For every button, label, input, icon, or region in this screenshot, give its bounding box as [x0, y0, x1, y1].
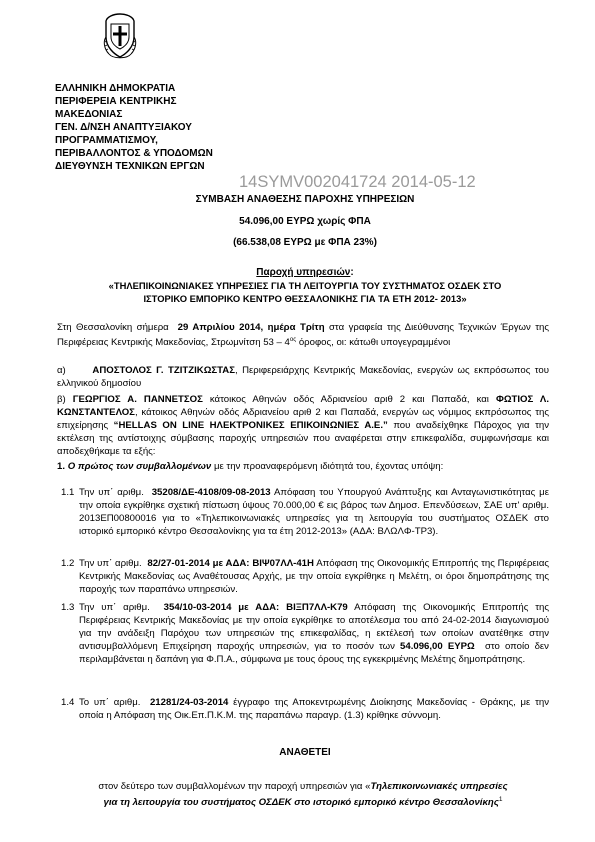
- item-pre: Την υπ΄ αριθμ.: [79, 487, 144, 498]
- item-number: 1.1: [61, 487, 75, 498]
- item-number: 1.2: [61, 558, 75, 569]
- final-service-1: Τηλεπικοινωνιακές υπηρεσίες: [370, 781, 508, 792]
- party-b-address-1: κάτοικος Αθηνών οδός Αδριανείου αριθ 2 και Παπαδά, και: [209, 394, 489, 405]
- party-a-name: ΑΠΟΣΤΟΛΟΣ Γ. ΤΖΙΤΖΙΚΩΣΤΑΣ: [92, 365, 235, 376]
- item-rest: Απόφαση της Οικονομικής Επιτροπής της Περιφέρειας Κεντρικής Μακεδονίας ως Αναθέτουσας Αρχής, με την οποία εγκρίθηκε η Μελέτη, οι όροι δημοπράτησης της παροχής των παραπάνω υπηρεσιών.: [79, 558, 549, 596]
- header-line: ΠΕΡΙΒΑΛΛΟΝΤΟΣ & ΥΠΟΔΟΜΩΝ: [55, 148, 213, 159]
- item-pre: Την υπ΄ αριθμ.: [79, 602, 150, 613]
- subject-colon: :: [350, 267, 354, 278]
- contract-date: 29 Απριλίου 2014, ημέρα Τρίτη: [177, 322, 325, 333]
- final-pre: στον δεύτερο των συμβαλλομένων την παροχή υπηρεσιών για «: [98, 781, 371, 792]
- item-rest: Απόφαση της Οικονομικής Επιτροπής της Περιφέρειας Κεντρικής Μακεδονίας με την οποία εγκρίθηκε το αποτέλεσμα του από 24-02-2014 διαγωνισμού για την ανάδειξη Παρόχου των υπηρεσιών της επικεφαλίδας, η εκτέλεσή των οποίων ανατέθηκε στην αντισυμβαλλόμενη Επιχείρηση παροχής υπηρεσιών, για το ποσόν των: [79, 602, 549, 653]
- item-text: [79, 486, 549, 538]
- point-1-party: Ο πρώτος των συμβαλλομένων: [67, 461, 212, 472]
- item-rest: έγγραφο της Αποκεντρωμένης Διοίκησης Μακεδονίας - Θράκης, με την οποία η Απόφαση της Οικ.Επ.Π.Κ.Μ. της παραπάνω παραγρ. (1.3) κρίθηκε σύννομη.: [79, 697, 550, 722]
- item-tail: στο οποίο δεν περιλαμβάνεται η δαπάνη για Φ.Π.Α., σύμφωνα με τους όρους της εγκεκριμένης Μελέτης δημοπράτησης.: [79, 641, 549, 666]
- party-b-address-2: , κάτοικος Αθηνών οδός Αδριανείου αριθ 2 και Παπαδά, ενεργών ως νόμιμος εκπρόσωπος της επιχείρησης: [57, 407, 549, 432]
- final-paragraph: [57, 780, 549, 809]
- floor-superscript: ος: [289, 337, 297, 344]
- final-service-2: για τη λειτουργία του συστήματος ΟΣΔΕΚ στο ιστορικό εμπορικό κέντρο Θεσσαλονίκης: [103, 797, 499, 809]
- issuer-header: [55, 82, 305, 173]
- company-name: “HELLAS ON LINE ΗΛΕΚΤΡΟΝΙΚΕΣ ΕΠΙΚΟΙΝΩΝΙΕΣ Α.Ε.”: [113, 420, 388, 432]
- subject-line-2: ΙΣΤΟΡΙΚΟ ΕΜΠΟΡΙΚΟ ΚΕΝΤΡΟ ΘΕΣΣΑΛΟΝΙΚΗΣ ΓΙΑ ΤΑ ΕΤΗ 2012- 2013»: [143, 293, 467, 304]
- item-text: [79, 696, 549, 722]
- header-line: ΜΑΚΕΔΟΝΙΑΣ: [55, 109, 123, 120]
- greek-emblem-icon: [103, 11, 137, 63]
- item-rest: Απόφαση του Υπουργού Ανάπτυξης και Ανταγωνιστικότητας με την οποία εγκρίθηκε σχετική πίστωση ύψους 70.000,00 € εις βάρος των Δημοσ. Επενδύσεων, ΣΑΕ υπ' αριθμ. 2013ΕΠ00800016 για το «Τηλεπικοινωνιακές υπηρεσίες για τη λειτουργία του συστήματος ΟΣΔΕΚ στο ιστορικό εμπορικό κέντρο Θεσσαλονίκης για τα έτη 2012-2013» (ΑΔΑ: ΒΛΩΛΦ-ΤΡ3).: [79, 487, 549, 538]
- item-reference: 354/10-03-2014 με ΑΔΑ: ΒΙΞΠ7ΛΛ-Κ79: [163, 602, 348, 613]
- subject-label: Παροχή υπηρεσιών: [256, 267, 351, 278]
- header-line: ΓΕΝ. Δ/ΝΣΗ ΑΝΑΠΤΥΞΙΑΚΟΥ: [55, 122, 192, 133]
- point-1-text: με την προαναφερόμενη ιδιότητά του, έχοντας υπόψη:: [213, 461, 444, 472]
- item-text: [79, 557, 549, 596]
- item-reference: 82/27-01-2014 με ΑΔΑ: ΒΙΨ07ΛΛ-41Η: [147, 558, 314, 569]
- party-a: [57, 364, 549, 390]
- party-b-name-2: ΦΩΤΙΟΣ Λ. ΚΩΝΣΤΑΝΤΕΛΟΣ: [57, 394, 549, 419]
- party-b: [57, 393, 549, 458]
- point-1-number: 1.: [57, 461, 66, 472]
- party-a-prefix: α): [57, 365, 66, 376]
- party-a-role: , Περιφερειάρχης Κεντρικής Μακεδονίας, ενεργών ως εκπρόσωπος του ελληνικού δημοσίου: [57, 365, 549, 390]
- item-reference: 35208/ΔΕ-4108/09-08-2013: [151, 487, 271, 498]
- item-number: 1.3: [61, 602, 75, 613]
- point-1: [57, 460, 549, 473]
- intro-location: στα γραφεία της Διεύθυνσης Τεχνικών Έργων της Περιφέρειας Κεντρικής Μακεδονίας, Στρωμνίτση 53 – 4: [57, 322, 549, 349]
- intro-tail: όροφος, οι: κάτωθι υπογεγραμμένοι: [298, 337, 451, 349]
- subject-label-line: [60, 266, 550, 279]
- item-reference: 21281/24-03-2014: [149, 697, 229, 708]
- header-line: ΠΡΟΓΡΑΜΜΑΤΙΣΜΟΥ,: [55, 135, 158, 146]
- party-b-prefix: β): [57, 394, 66, 405]
- header-line: ΠΕΡΙΦΕΡΕΙΑ ΚΕΝΤΡΙΚΗΣ: [55, 96, 177, 107]
- item-pre: Την υπ΄ αριθμ.: [79, 558, 142, 569]
- assigns-heading: ΑΝΑΘΕΤΕΙ: [279, 747, 331, 758]
- document-id-watermark: 14SYMV002041724 2014-05-12: [239, 173, 476, 191]
- contract-amount-net: 54.096,00 ΕΥΡΩ χωρίς ΦΠΑ: [239, 216, 371, 227]
- party-b-name-1: ΓΕΩΡΓΙΟΣ Α. ΠΑΝΝΕΤΣΟΣ: [72, 394, 203, 405]
- intro-text: Στη Θεσσαλονίκη σήμερα: [57, 322, 169, 333]
- party-b-rest: που αναδείχθηκε Πάροχος για την εκτέλεση της αντίστοιχης σύμβασης παροχής υπηρεσιών που αναφέρεται στην επικεφαλίδα, συμφωνήσαμε και αποδεχθήκαμε τα εξής:: [57, 420, 549, 458]
- item-amount: 54.096,00 ΕΥΡΩ: [400, 641, 475, 653]
- intro-paragraph: [57, 321, 549, 349]
- contract-amount-gross: (66.538,08 ΕΥΡΩ με ΦΠΑ 23%): [233, 237, 377, 248]
- contract-title: ΣΥΜΒΑΣΗ ΑΝΑΘΕΣΗΣ ΠΑΡΟΧΗΣ ΥΠΗΡΕΣΙΩΝ: [195, 194, 415, 205]
- page-number: 1: [498, 796, 503, 804]
- subject-line-1: «ΤΗΛΕΠΙΚΟΙΝΩΝΙΑΚΕΣ ΥΠΗΡΕΣΙΕΣ ΓΙΑ ΤΗ ΛΕΙΤΟΥΡΓΙΑ ΤΟΥ ΣΥΣΤΗΜΑΤΟΣ ΟΣΔΕΚ ΣΤΟ: [108, 280, 502, 291]
- header-line: ΔΙΕΥΘΥΝΣΗ ΤΕΧΝΙΚΩΝ ΕΡΓΩΝ: [55, 161, 205, 172]
- item-number: 1.4: [61, 697, 75, 708]
- item-text: [79, 601, 549, 666]
- header-line: ΕΛΛΗΝΙΚΗ ΔΗΜΟΚΡΑΤΙΑ: [55, 83, 176, 94]
- item-pre: Το υπ΄ αριθμ.: [79, 697, 141, 708]
